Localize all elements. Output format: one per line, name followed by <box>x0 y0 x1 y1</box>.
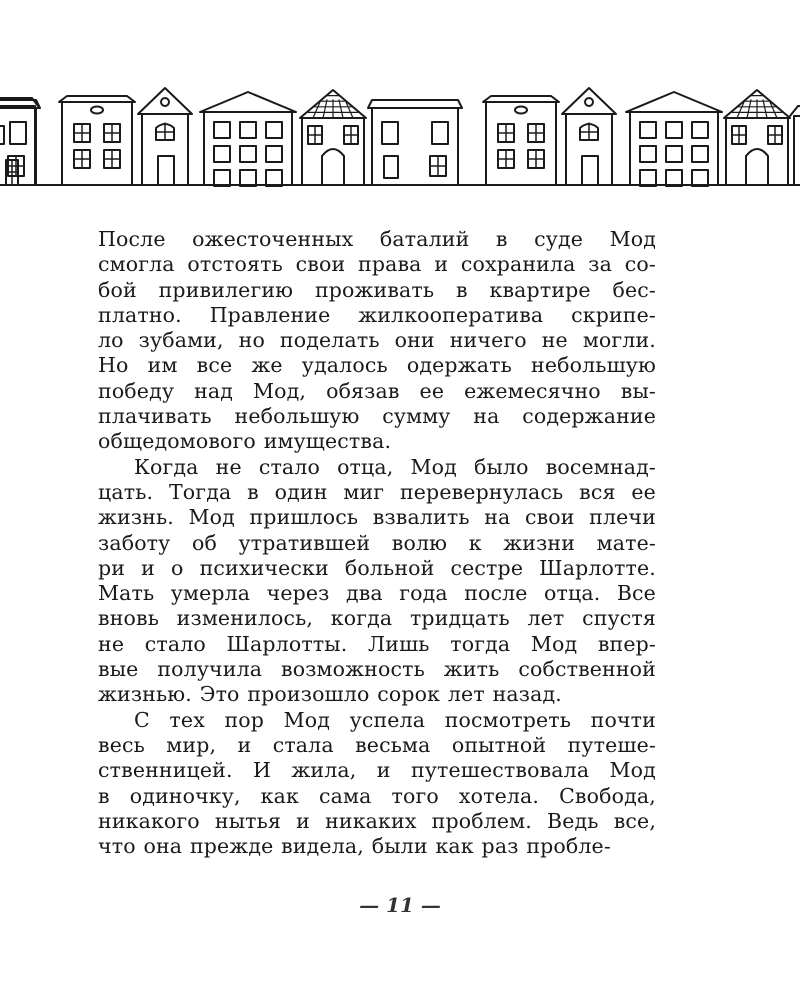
text-line: ри и о психически больной сестре Шарлотте. <box>98 555 656 580</box>
row-of-houses-icon <box>0 78 800 190</box>
text-line: бой привилегию проживать в квартире бес- <box>98 277 656 302</box>
text-line: не стало Шарлотты. Лишь тогда Мод впер- <box>98 631 656 656</box>
text-line: цать. Тогда в один миг перевернулась вся ее <box>98 479 656 504</box>
text-line: Но им все же удалось одержать небольшую <box>98 353 656 378</box>
body-text <box>98 227 656 859</box>
text-line: платно. Правление жилкооператива скрипе- <box>98 302 656 327</box>
text-line: что она прежде видела, были как раз пробле- <box>98 834 611 859</box>
text-line: смогла отстоять свои права и сохранила за со- <box>98 252 656 277</box>
text-line: общедомового имущества. <box>98 429 392 454</box>
text-line: Когда не стало отца, Мод было восемнад- <box>134 454 656 479</box>
text-line: Мать умерла через два года после отца. Все <box>98 581 656 606</box>
text-line: в одиночку, как сама того хотела. Свобода, <box>98 783 656 808</box>
page-number: — 11 — <box>359 893 441 917</box>
text-line: С тех пор Мод успела посмотреть почти <box>134 707 656 732</box>
paragraph <box>98 455 656 708</box>
text-line: жизнью. Это произошло сорок лет назад. <box>98 682 562 707</box>
text-line: никакого нытья и никаких проблем. Ведь все, <box>98 808 656 833</box>
text-line: победу над Мод, обязав ее ежемесячно вы- <box>98 378 656 403</box>
text-line: заботу об утратившей волю к жизни мате- <box>98 530 656 555</box>
paragraph <box>98 227 656 455</box>
text-line: жизнь. Мод пришлось взвалить на свои плечи <box>98 505 656 530</box>
paragraph <box>98 708 656 860</box>
text-line: вые получила возможность жить собственной <box>98 657 656 682</box>
text-line: весь мир, и стала весьма опытной путеше- <box>98 732 656 757</box>
house-border-illustration <box>0 78 800 190</box>
text-line: плачивать небольшую сумму на содержание <box>98 404 656 429</box>
text-line: ло зубами, но поделать они ничего не могли. <box>98 328 656 353</box>
text-line: ственницей. И жила, и путешествовала Мод <box>98 758 656 783</box>
text-line: После ожесточенных баталий в суде Мод <box>98 227 656 251</box>
text-line: вновь изменилось, когда тридцать лет спустя <box>98 606 656 631</box>
